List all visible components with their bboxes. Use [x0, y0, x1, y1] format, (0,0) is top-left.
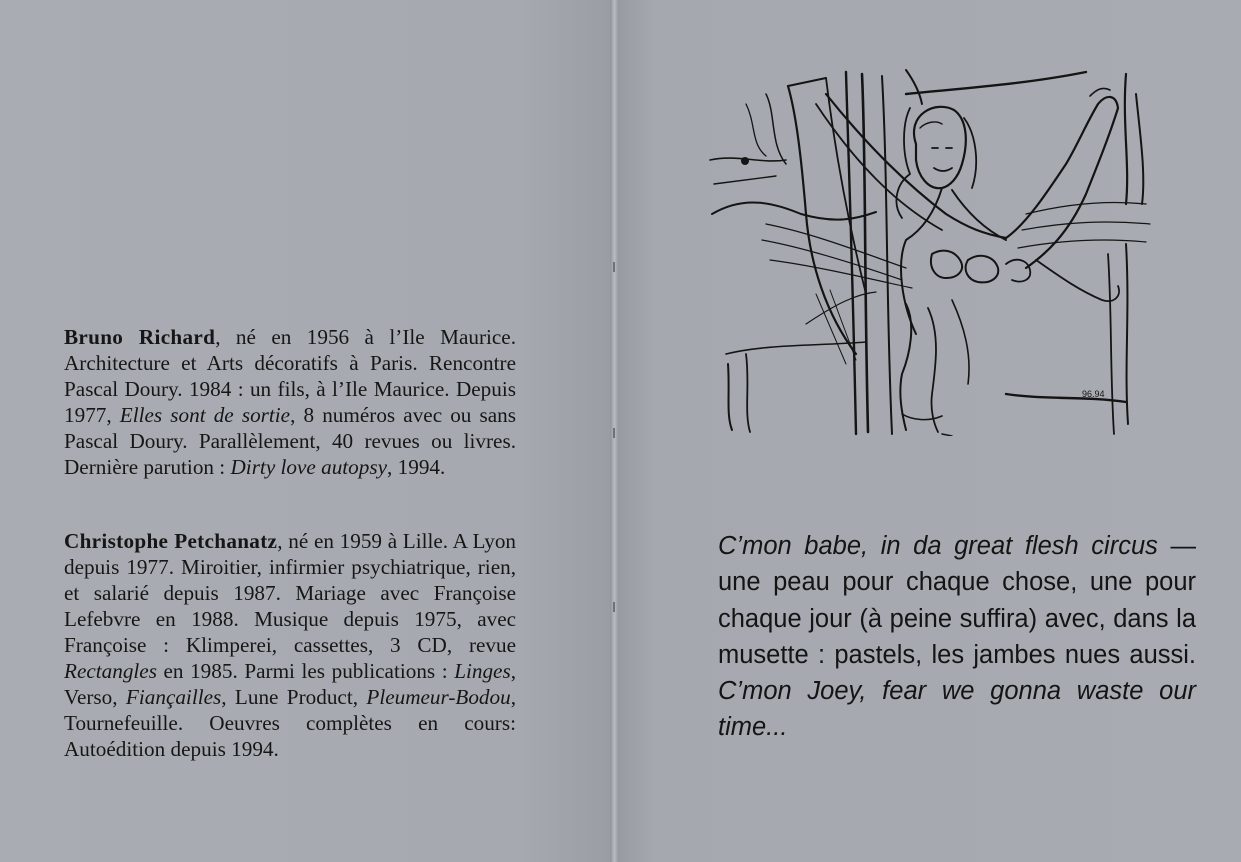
bio-text: , né en 1956 à l’Ile Maurice. Architecture et Arts décoratifs à Paris. Rencontre Pascal Doury. 1984 : un fils, à l’Ile Maurice. Depuis 1977,	[64, 325, 516, 427]
quote-roman: — une peau pour chaque chose, une pour chaque jour (à peine suffira) avec, dans la musette : pastels, les jambes nues aussi.	[718, 532, 1196, 669]
binding-staple	[613, 262, 615, 272]
bio-text: , Verso,	[64, 659, 516, 709]
binding-staple	[613, 428, 615, 438]
bio-bruno-richard	[64, 324, 516, 480]
quote-italic: C’mon babe, in da great flesh circus	[718, 532, 1158, 560]
bio-title: Elles sont de sortie	[119, 403, 291, 427]
bio-text: , Tournefeuille. Oeuvres complètes en cours: Autoédition depuis 1994.	[64, 685, 517, 761]
bio-title: Fiançailles	[125, 685, 222, 709]
bio-title: Linges	[454, 659, 511, 683]
drawing-signature: 96.94	[1082, 389, 1105, 399]
bio-christophe-petchanatz	[64, 528, 516, 762]
bio-text: , 8 numéros avec ou sans Pascal Doury. Parallèlement, 40 revues ou livres. Dernière parution :	[64, 403, 517, 479]
bio-text: , né en 1959 à Lille. A Lyon depuis 1977. Miroitier, infirmier psychiatrique, rien, et salarié depuis 1987. Mariage avec Françoise Lefebvre en 1988. Musique depuis 1975, avec Françoise : Klimperei, cassettes, 3 CD, revue	[64, 529, 517, 657]
quote-italic: C’mon Joey, fear we gonna waste our time...	[718, 677, 1196, 742]
bio-text: , Lune Product,	[221, 685, 367, 709]
ink-drawing-figure-icon	[706, 64, 1162, 436]
bio-title: Dirty love autopsy	[230, 455, 388, 479]
bio-title: Pleumeur-Bodou	[366, 685, 511, 709]
bio-name: Christophe Petchanatz	[64, 529, 278, 553]
bio-title: Rectangles	[64, 659, 157, 683]
bio-name: Bruno Richard	[64, 325, 216, 349]
bio-text: , 1994.	[387, 455, 446, 479]
bio-text: en 1985. Parmi les publications :	[156, 659, 455, 683]
binding-staple	[613, 602, 615, 612]
quote-text	[718, 528, 1196, 746]
left-page	[0, 0, 612, 862]
